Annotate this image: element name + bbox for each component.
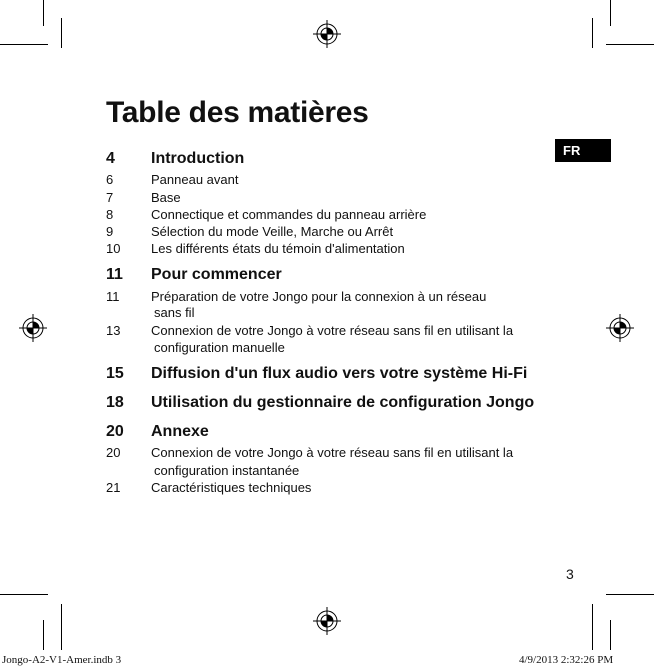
toc-entry-text: Panneau avant xyxy=(151,172,239,187)
toc-section-number: 20 xyxy=(106,423,124,440)
slug-timestamp: 4/9/2013 2:32:26 PM xyxy=(519,654,614,666)
page-number: 3 xyxy=(566,566,574,582)
toc-entry-continuation: configuration manuelle xyxy=(154,340,285,355)
toc-entry-page: 8 xyxy=(106,207,114,222)
toc-entry-text: Connexion de votre Jongo à votre réseau sans fil en utilisant la xyxy=(151,323,514,338)
registration-mark-right xyxy=(606,314,634,342)
toc-section-title: Utilisation du gestionnaire de configuration Jongo xyxy=(151,394,535,411)
toc-entry-page: 20 xyxy=(106,445,121,460)
toc-section-number: 11 xyxy=(106,266,123,283)
toc-entry-text: Caractéristiques techniques xyxy=(151,480,312,495)
registration-mark-bottom xyxy=(313,607,341,635)
page-title: Table des matières xyxy=(106,96,369,129)
toc-entry-page: 7 xyxy=(106,190,114,205)
toc-entry-text: Connexion de votre Jongo à votre réseau sans fil en utilisant la xyxy=(151,445,514,460)
toc-entry-text: Base xyxy=(151,190,181,205)
registration-mark-left xyxy=(19,314,47,342)
toc-section-number: 18 xyxy=(106,394,124,411)
toc-entry-page: 6 xyxy=(106,172,114,187)
toc-section-title: Introduction xyxy=(151,150,245,167)
toc-section-number: 15 xyxy=(106,365,124,382)
toc-entry-page: 13 xyxy=(106,323,121,338)
toc-entry-text: Préparation de votre Jongo pour la connexion à un réseau xyxy=(151,289,487,304)
registration-mark-top xyxy=(313,20,341,48)
toc-entry-page: 11 xyxy=(106,289,120,304)
toc-entry-page: 21 xyxy=(106,480,121,495)
toc-entry-page: 10 xyxy=(106,241,121,256)
toc-section-number: 4 xyxy=(106,150,115,167)
toc-section-title: Annexe xyxy=(151,423,209,440)
toc-entry-text: Les différents états du témoin d'alimentation xyxy=(151,241,405,256)
toc-section-title: Pour commencer xyxy=(151,266,282,283)
toc-entry-text: Sélection du mode Veille, Marche ou Arrêt xyxy=(151,224,394,239)
language-tab: FR xyxy=(555,139,611,162)
slug-filename: Jongo-A2-V1-Amer.indb 3 xyxy=(2,654,122,666)
toc-section-title: Diffusion d'un flux audio vers votre système Hi-Fi xyxy=(151,365,528,382)
toc-entry-continuation: sans fil xyxy=(154,305,195,320)
toc-entry-text: Connectique et commandes du panneau arrière xyxy=(151,207,427,222)
toc-entry-page: 9 xyxy=(106,224,114,239)
toc-entry-continuation: configuration instantanée xyxy=(154,463,300,478)
